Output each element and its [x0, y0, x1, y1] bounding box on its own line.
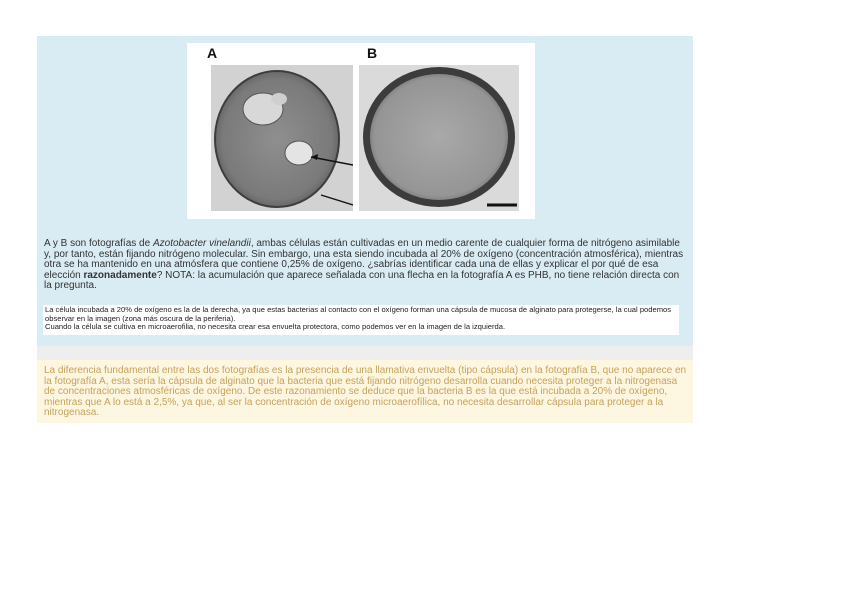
figure-label-a: A [207, 45, 218, 61]
feedback-text: La diferencia fundamental entre las dos fotografías es la presencia de una llamativa envuelta (tipo cápsula) en la fotografía B, que no aparece en la fotografía A, esta sería la cápsula de alginato que la bacteria que está fijando nitrógeno desarrolla cuando necesita proteger a la nitrogenasa de concentraciones atmosféricas de oxígeno. De este razonamiento se deduce que la bacteria B es la que está incubada a 20% de oxígeno, mientras que A lo está a 2,5%, ya que, al ser la concentración de oxígeno microaerofílica, no necesita desarrollar cápsula para proteger a la nitrogenasa. [44, 365, 687, 418]
micrograph-b [359, 65, 519, 211]
question-panel [37, 36, 693, 346]
figure-label-b: B [367, 45, 378, 61]
question-text [44, 239, 686, 292]
micrograph-figure [187, 43, 535, 219]
question-emphasis: razonadamente [83, 269, 157, 281]
answer-line-1: La célula incubada a 20% de oxígeno es la de la derecha, ya que estas bacterias al contacto con el oxígeno forman una cápsula de mucosa de alginato para protegerse, la cual podemos observar en la imagen (zona más oscura de la periferia). [45, 305, 672, 323]
question-note: ? NOTA: la acumulación que aparece señalada con una flecha en la fotografía A es PHB, no tiene relación directa con la pregunta. [44, 269, 680, 291]
answer-box[interactable] [43, 305, 679, 335]
panel-separator [37, 346, 693, 360]
species-name: Azotobacter vinelandii [152, 238, 251, 249]
micrograph-a [211, 65, 353, 211]
question-body: , ambas células están cultivadas en un medio carente de cualquier forma de nitrógeno asimilable y, por tanto, están fijando nitrógeno molecular. Sin embargo, una esta siendo incubada al 20% de oxígeno (concentración atmosférica), mientras otra se ha mantenido en una atmósfera que contiene 0,25% de oxígeno. ¿sabrías identificar cada una de ellas y explicar el por qué de esa elección [44, 238, 684, 281]
feedback-panel [37, 360, 693, 423]
question-intro: A y B son fotografías de [44, 238, 153, 249]
answer-line-2: Cuando la célula se cultiva en microaerofilia, no necesita crear esa envuelta protectora, como podemos ver en la imagen de la izquierda. [45, 322, 506, 332]
